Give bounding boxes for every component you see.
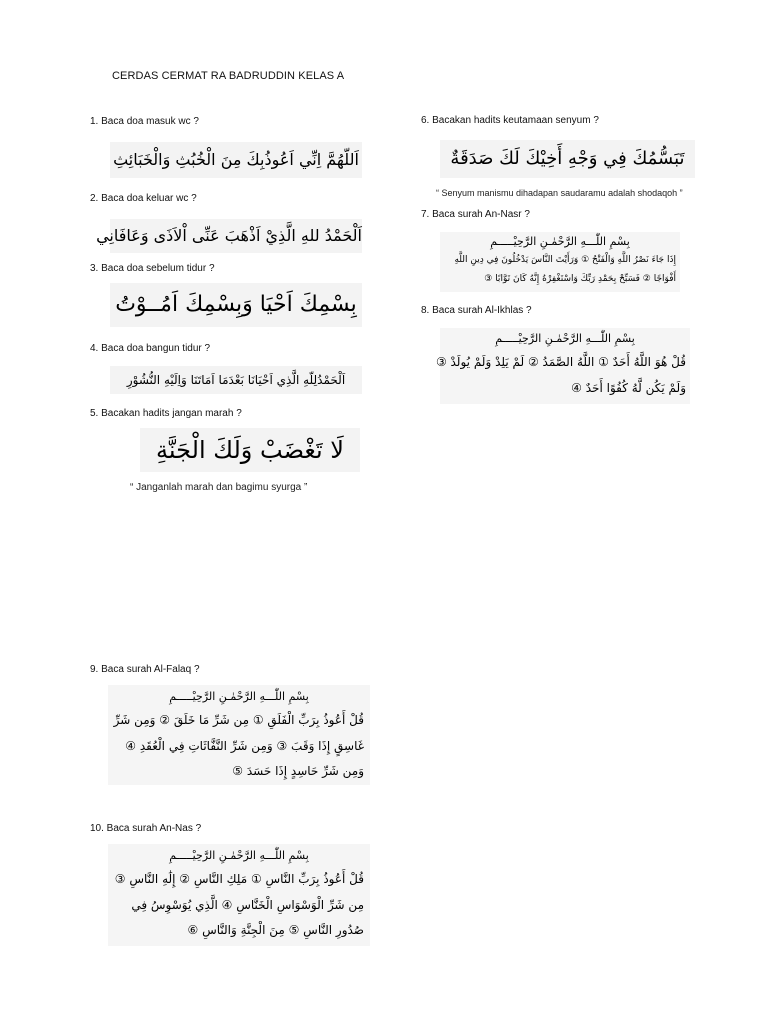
question-10-basmala: بِسْمِ اللّٰـــهِ الرَّحْمٰـنِ الرَّحِيْـــــمِ (169, 849, 309, 862)
question-9-arabic (108, 685, 370, 785)
question-3-arabic: بِسْمِكَ اَحْيَا وَبِسْمِكَ اَمُــوْتُ (110, 283, 362, 327)
question-2-label: 2. Baca doa keluar wc ? (90, 193, 197, 204)
question-10-line-2: مِن شَرِّ الْوَسْوَاسِ الْخَنَّاسِ ④ الَّذِي يُوَسْوِسُ فِي (131, 898, 364, 912)
question-6-arabic: تَبَسُّمُكَ فِي وَجْهِ أَخِيْكَ لَكَ صَدَقَةٌ (440, 140, 695, 178)
question-9-line-3: وَمِن شَرِّ حَاسِدٍ إِذَا حَسَدَ ⑤ (232, 764, 364, 778)
question-3-label: 3. Baca doa sebelum tidur ? (90, 263, 215, 274)
question-7-label: 7. Baca surah An-Nasr ? (421, 209, 530, 220)
question-10-line-1: قُلْ أَعُوذُ بِرَبِّ النَّاسِ ① مَلِكِ النَّاسِ ② إِلَٰهِ النَّاسِ ③ (114, 872, 364, 886)
question-1-label: 1. Baca doa masuk wc ? (90, 116, 199, 127)
question-7-line-1: إِذَا جَاءَ نَصْرُ اللَّهِ وَالْفَتْحُ ① وَرَأَيْتَ النَّاسَ يَدْخُلُونَ فِي دِينِ اللَّهِ (454, 255, 676, 265)
question-1-arabic: اَللّهُمَّ اِنِّي اَعُوذُبِكَ مِنَ الْخُبُثِ وَالْخَبَائِثِ (110, 142, 362, 178)
question-9-basmala: بِسْمِ اللّٰـــهِ الرَّحْمٰـنِ الرَّحِيْـــــمِ (169, 690, 309, 703)
question-7-basmala: بِسْمِ اللّٰـــهِ الرَّحْمٰـنِ الرَّحِيْـــــمِ (490, 235, 630, 248)
question-5-translation: “ Janganlah marah dan bagimu syurga ” (130, 482, 308, 493)
question-8-line-2: وَلَمْ يَكُن لَّهُ كُفُوًا أَحَدٌ ④ (571, 381, 686, 395)
question-7-line-2: أَفْوَاجًا ② فَسَبِّحْ بِحَمْدِ رَبِّكَ وَاسْتَغْفِرْهُ إِنَّهُ كَانَ تَوَّابًا ③ (484, 274, 676, 284)
question-7-arabic (440, 232, 680, 292)
question-10-label: 10. Baca surah An-Nas ? (90, 823, 202, 834)
question-4-label: 4. Baca doa bangun tidur ? (90, 343, 211, 354)
question-6-label: 6. Bacakan hadits keutamaan senyum ? (421, 115, 599, 126)
question-5-arabic: لَا تَغْضَبْ وَلَكَ الْجَنَّةِ (140, 428, 360, 472)
question-8-label: 8. Baca surah Al-Ikhlas ? (421, 305, 532, 316)
question-2-arabic: اَلْحَمْدُ للهِ الَّذِيْ اَذْهَبَ عَنِّى اْلاَذَى وَعَافَانِي (110, 219, 362, 253)
question-8-arabic (435, 328, 690, 404)
question-10-line-3: صُدُورِ النَّاسِ ⑤ مِنَ الْجِنَّةِ وَالنَّاسِ ⑥ (187, 923, 364, 937)
question-9-line-2: غَاسِقٍ إِذَا وَقَبَ ③ وَمِن شَرِّ النَّفَّاثَاتِ فِي الْعُقَدِ ④ (125, 739, 364, 753)
question-8-basmala: بِسْمِ اللّٰـــهِ الرَّحْمٰـنِ الرَّحِيْـــــمِ (495, 332, 635, 345)
question-8-line-1: قُلْ هُوَ اللَّهُ أَحَدٌ ① اللَّهُ الصَّمَدُ ② لَمْ يَلِدْ وَلَمْ يُولَدْ ③ (435, 355, 686, 369)
question-9-label: 9. Baca surah Al-Falaq ? (90, 664, 200, 675)
question-9-line-1: قُلْ أَعُوذُ بِرَبِّ الْفَلَقِ ① مِن شَرِّ مَا خَلَقَ ② وَمِن شَرِّ (113, 713, 364, 727)
question-6-translation: “ Senyum manismu dihadapan saudaramu adalah shodaqoh ” (436, 188, 683, 198)
question-5-label: 5. Bacakan hadits jangan marah ? (90, 408, 242, 419)
page-title: CERDAS CERMAT RA BADRUDDIN KELAS A (112, 70, 345, 82)
question-4-arabic: اَلْحَمْدُلِلّهِ الَّذِي اَحْيَانَا بَعْدَمَا اَمَاتَنَا وَاِلَيْهِ النُّشُوْرِ (110, 366, 362, 394)
question-10-arabic (108, 844, 370, 946)
